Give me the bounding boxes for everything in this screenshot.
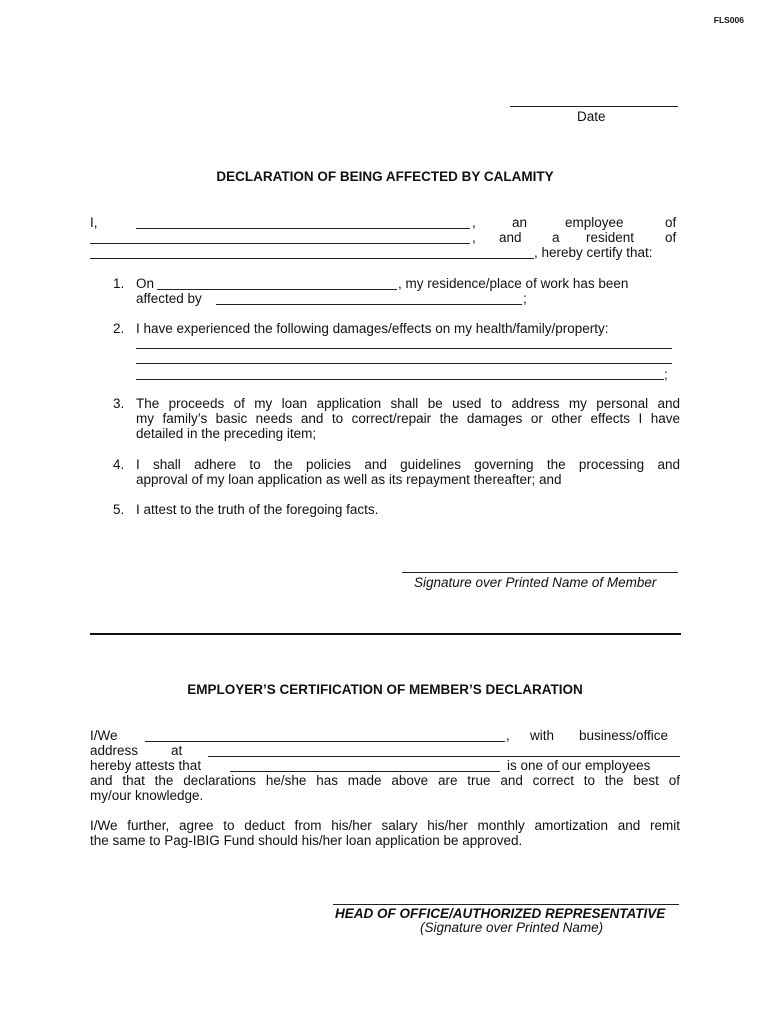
section-divider	[90, 633, 681, 635]
item-number: 3.	[113, 396, 125, 411]
employer-para1	[90, 773, 680, 803]
item1-prefix: On	[136, 276, 155, 291]
date-line[interactable]	[510, 106, 678, 107]
intro-word: of	[665, 215, 677, 230]
employee-name-field[interactable]	[230, 771, 500, 772]
employer-line: the same to Pag-IBIG Fund should his/her loan application be approved.	[90, 833, 523, 848]
employer-employees: is one of our employees	[507, 758, 651, 773]
address-field[interactable]	[208, 756, 680, 757]
intro-word: employee	[565, 215, 624, 230]
damages-line-1[interactable]	[136, 348, 672, 349]
calamity-field[interactable]	[216, 304, 522, 305]
item4-text	[136, 457, 680, 487]
item5-text: I attest to the truth of the foregoing facts.	[136, 502, 379, 517]
employer-title: EMPLOYER’S CERTIFICATION OF MEMBER’S DECLARATION	[187, 682, 583, 697]
residence-field[interactable]	[90, 258, 534, 259]
intro-certify: , hereby certify that:	[534, 245, 653, 260]
employer-address: address	[90, 743, 139, 758]
item2-text: I have experienced the following damages/effects on my health/family/property:	[136, 321, 609, 336]
item1-end: ;	[523, 291, 527, 306]
item-number: 1.	[113, 276, 125, 291]
item1-affected-by: affected by	[136, 291, 202, 306]
date-label: Date	[577, 109, 606, 124]
head-signature-label: HEAD OF OFFICE/AUTHORIZED REPRESENTATIVE	[335, 906, 666, 921]
intro-comma: ,	[472, 215, 476, 230]
head-signature-line[interactable]	[333, 904, 679, 905]
item-number: 5.	[113, 502, 125, 517]
employer-comma: ,	[506, 728, 510, 743]
employer-line: my/our knowledge.	[90, 788, 204, 803]
intro-word: a	[552, 230, 560, 245]
intro-comma: ,	[472, 230, 476, 245]
employer-with: with	[530, 728, 555, 743]
employer-field[interactable]	[90, 243, 470, 244]
employer-at: at	[171, 743, 183, 758]
head-signature-sub: (Signature over Printed Name)	[420, 920, 604, 935]
date-of-calamity-field[interactable]	[157, 289, 397, 290]
employer-business: business/office	[579, 728, 669, 743]
item3-text	[136, 396, 680, 441]
employer-iwe: I/We	[90, 728, 118, 743]
item3-line: The proceeds of my loan application shall be used to address my personal and	[136, 396, 680, 411]
employer-para2	[90, 818, 680, 848]
item1-suffix: , my residence/place of work has been	[398, 276, 629, 291]
item3-line: my family’s basic needs and to correct/repair the damages or other effects I have	[136, 411, 680, 426]
item4-line: I shall adhere to the policies and guidelines governing the processing and	[136, 457, 680, 472]
item3-line: detailed in the preceding item;	[136, 426, 317, 441]
form-code: FLS006	[713, 15, 744, 25]
damages-line-2[interactable]	[136, 363, 672, 364]
intro-word: resident	[586, 230, 635, 245]
intro-word: an	[512, 215, 528, 230]
item4-line: approval of my loan application as well as its repayment thereafter; and	[136, 472, 562, 487]
employer-attests: hereby attests that	[90, 758, 202, 773]
member-signature-label: Signature over Printed Name of Member	[414, 575, 657, 590]
intro-word: and	[499, 230, 522, 245]
intro-word: of	[665, 230, 677, 245]
item-number: 4.	[113, 457, 125, 472]
name-field[interactable]	[136, 228, 470, 229]
member-signature-line[interactable]	[402, 572, 678, 573]
item-number: 2.	[113, 321, 125, 336]
damages-line-3[interactable]	[136, 379, 664, 380]
employer-name-field[interactable]	[145, 741, 505, 742]
employer-line: I/We further, agree to deduct from his/her salary his/her monthly amortization and remit	[90, 818, 680, 833]
item2-end: ;	[664, 367, 668, 382]
declaration-title: DECLARATION OF BEING AFFECTED BY CALAMITY	[216, 169, 554, 184]
intro-i: I,	[90, 215, 98, 230]
employer-line: and that the declarations he/she has made above are true and correct to the best of	[90, 773, 680, 788]
